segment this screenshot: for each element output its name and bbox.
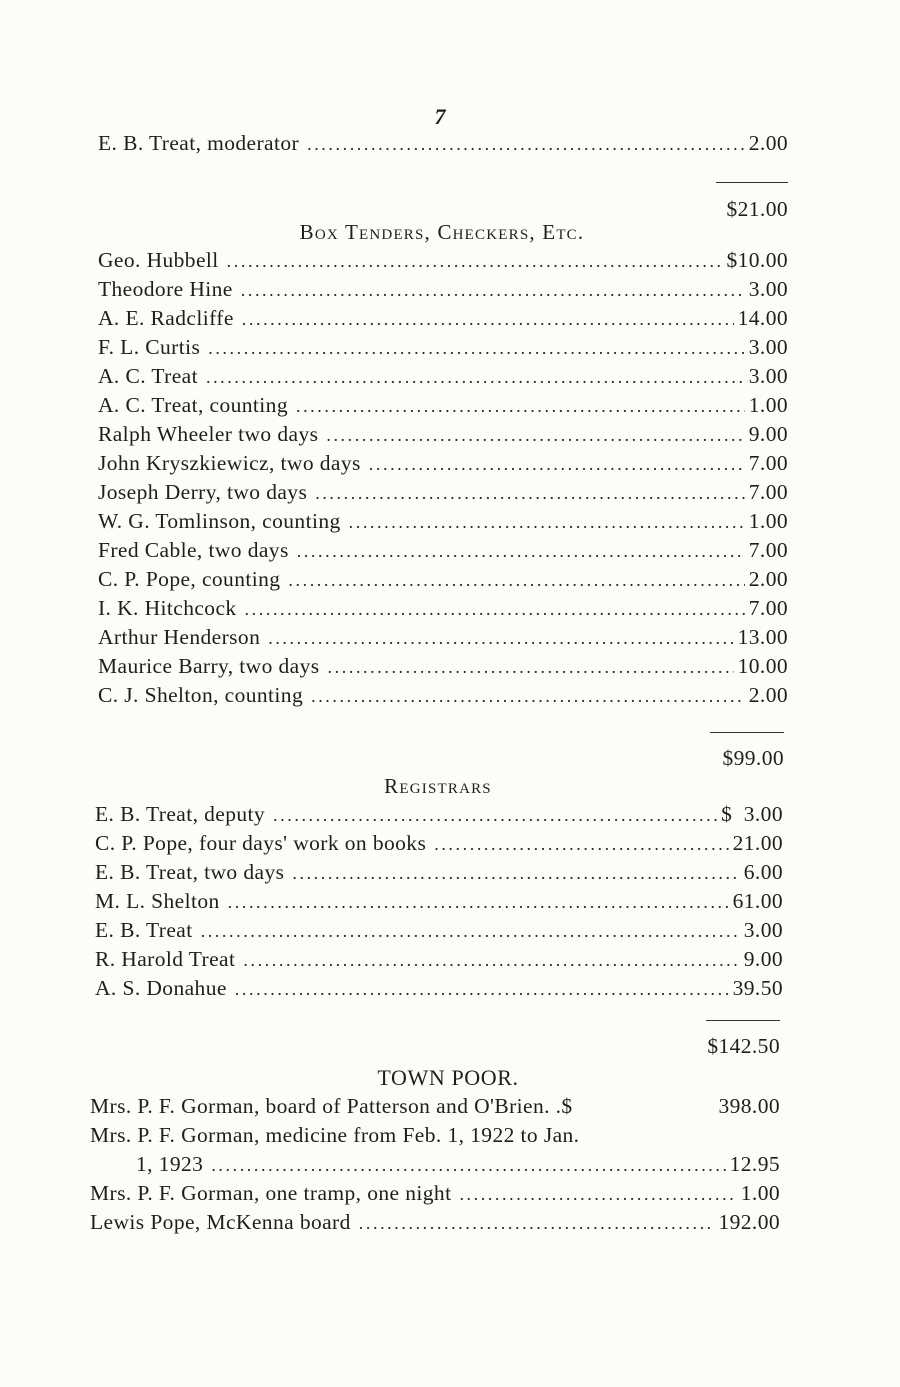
leader-dots (227, 251, 723, 272)
entry-label: Lewis Pope, McKenna board (90, 1210, 351, 1234)
entry-label: Maurice Barry, two days (98, 654, 320, 678)
list-item (98, 451, 788, 479)
leader-dots (328, 657, 734, 678)
page-number: 7 (434, 104, 446, 129)
list-item (95, 918, 783, 946)
list-item (98, 625, 788, 653)
entry-amount: $ 3.00 (721, 802, 783, 826)
leader-dots (296, 396, 745, 417)
entry-amount: 21.00 (732, 831, 783, 855)
entry-amount: 9.00 (748, 422, 788, 446)
list-item (98, 654, 788, 682)
section-heading: TOWN POOR. (377, 1065, 519, 1090)
entry-label: E. B. Treat, moderator (98, 131, 300, 155)
list-item (95, 947, 783, 975)
entry-label: I. K. Hitchcock (98, 596, 237, 620)
entry-label: F. L. Curtis (98, 335, 201, 359)
list-item (95, 976, 783, 1004)
entry-label: A. C. Treat (98, 364, 198, 388)
entry-label: Mrs. P. F. Gorman, board of Patterson and O'Brien. .$ (90, 1094, 573, 1118)
entry-amount: 9.00 (743, 947, 783, 971)
entry-amount: 3.00 (748, 364, 788, 388)
entry-label: A. E. Radcliffe (98, 306, 234, 330)
leader-dots (228, 892, 729, 913)
list-item (98, 596, 788, 624)
leader-dots (292, 863, 739, 884)
section-heading: Registrars (384, 774, 492, 798)
list-item (98, 393, 788, 421)
leader-dots (307, 134, 745, 155)
list-item (98, 480, 788, 508)
section-total: $21.00 (726, 197, 788, 221)
entry-amount: 7.00 (748, 451, 788, 475)
entry-label: W. G. Tomlinson, counting (98, 509, 341, 533)
entry-label: Joseph Derry, two days (98, 480, 308, 504)
entry-label: Mrs. P. F. Gorman, one tramp, one night (90, 1181, 452, 1205)
entry-amount: 398.00 (718, 1094, 780, 1118)
entry-label: Geo. Hubbell (98, 248, 219, 272)
list-item (90, 1123, 780, 1151)
leader-dots (208, 338, 745, 359)
entry-label: R. Harold Treat (95, 947, 236, 971)
entry-amount: 1.00 (740, 1181, 780, 1205)
entry-label: Theodore Hine (98, 277, 233, 301)
leader-dots (206, 367, 745, 388)
leader-dots (315, 483, 745, 504)
leader-dots (201, 921, 740, 942)
entry-label: C. J. Shelton, counting (98, 683, 304, 707)
list-item (98, 335, 788, 363)
sum-rule (710, 732, 784, 733)
entry-amount: 13.00 (737, 625, 788, 649)
leader-dots (311, 686, 745, 707)
list-item (98, 306, 788, 334)
entry-label: John Kryszkiewicz, two days (98, 451, 361, 475)
list-item (95, 889, 783, 917)
section-heading: Box Tenders, Checkers, Etc. (299, 220, 585, 244)
entry-amount: $10.00 (726, 248, 788, 272)
leader-dots (243, 950, 739, 971)
leader-dots (245, 599, 745, 620)
entry-amount: 1.00 (748, 509, 788, 533)
entry-amount: 14.00 (737, 306, 788, 330)
entry-label: 1, 1923 (136, 1152, 204, 1176)
leader-dots (235, 979, 729, 1000)
list-item (90, 1094, 780, 1122)
entry-label: C. P. Pope, four days' work on books (95, 831, 427, 855)
list-item (95, 802, 783, 830)
list-item (98, 683, 788, 711)
leader-dots (242, 309, 734, 330)
entry-amount: 2.00 (748, 567, 788, 591)
leader-dots (241, 280, 745, 301)
sum-rule (706, 1020, 780, 1021)
leader-dots (369, 454, 745, 475)
list-item (98, 364, 788, 392)
entry-amount: 10.00 (737, 654, 788, 678)
entry-amount: 1.00 (748, 393, 788, 417)
entry-amount: 3.00 (748, 277, 788, 301)
entry-label: A. C. Treat, counting (98, 393, 288, 417)
section-total: $142.50 (707, 1034, 780, 1058)
leader-dots (288, 570, 744, 591)
entry-amount: 7.00 (748, 596, 788, 620)
entry-label: E. B. Treat (95, 918, 193, 942)
entry-label: Fred Cable, two days (98, 538, 289, 562)
entry-label: Arthur Henderson (98, 625, 261, 649)
list-item (98, 538, 788, 566)
entry-label: Mrs. P. F. Gorman, medicine from Feb. 1, 1922 to Jan. (90, 1123, 580, 1147)
list-item (98, 509, 788, 537)
leader-dots (349, 512, 745, 533)
list-item (95, 860, 783, 888)
entry-amount: 61.00 (732, 889, 783, 913)
entry-label: E. B. Treat, two days (95, 860, 285, 884)
entry-amount: 2.00 (748, 683, 788, 707)
leader-dots (273, 805, 717, 826)
leader-dots (297, 541, 745, 562)
list-item (98, 422, 788, 450)
entry-amount: 192.00 (718, 1210, 780, 1234)
entry-amount: 39.50 (732, 976, 783, 1000)
entry-label: E. B. Treat, deputy (95, 802, 266, 826)
section-total: $99.00 (722, 746, 784, 770)
entry-amount: 7.00 (748, 538, 788, 562)
entry-amount: 3.00 (743, 918, 783, 942)
leader-dots (459, 1184, 736, 1205)
entry-amount: 2.00 (748, 131, 788, 155)
entry-amount: 3.00 (748, 335, 788, 359)
list-item (98, 131, 788, 159)
list-item (95, 831, 783, 859)
list-item (98, 248, 788, 276)
list-item (90, 1181, 780, 1209)
leader-dots (326, 425, 744, 446)
leader-dots (211, 1155, 725, 1176)
entry-label: Ralph Wheeler two days (98, 422, 319, 446)
entry-label: A. S. Donahue (95, 976, 227, 1000)
list-item (98, 567, 788, 595)
entry-label: C. P. Pope, counting (98, 567, 281, 591)
entry-label: M. L. Shelton (95, 889, 220, 913)
leader-dots (434, 834, 728, 855)
entry-amount: 6.00 (743, 860, 783, 884)
entry-amount: 12.95 (729, 1152, 780, 1176)
sum-rule (716, 182, 788, 183)
leader-dots (359, 1213, 715, 1234)
list-item (90, 1210, 780, 1238)
leader-dots (268, 628, 733, 649)
list-item (98, 277, 788, 305)
list-item-continuation (136, 1152, 780, 1180)
entry-amount: 7.00 (748, 480, 788, 504)
